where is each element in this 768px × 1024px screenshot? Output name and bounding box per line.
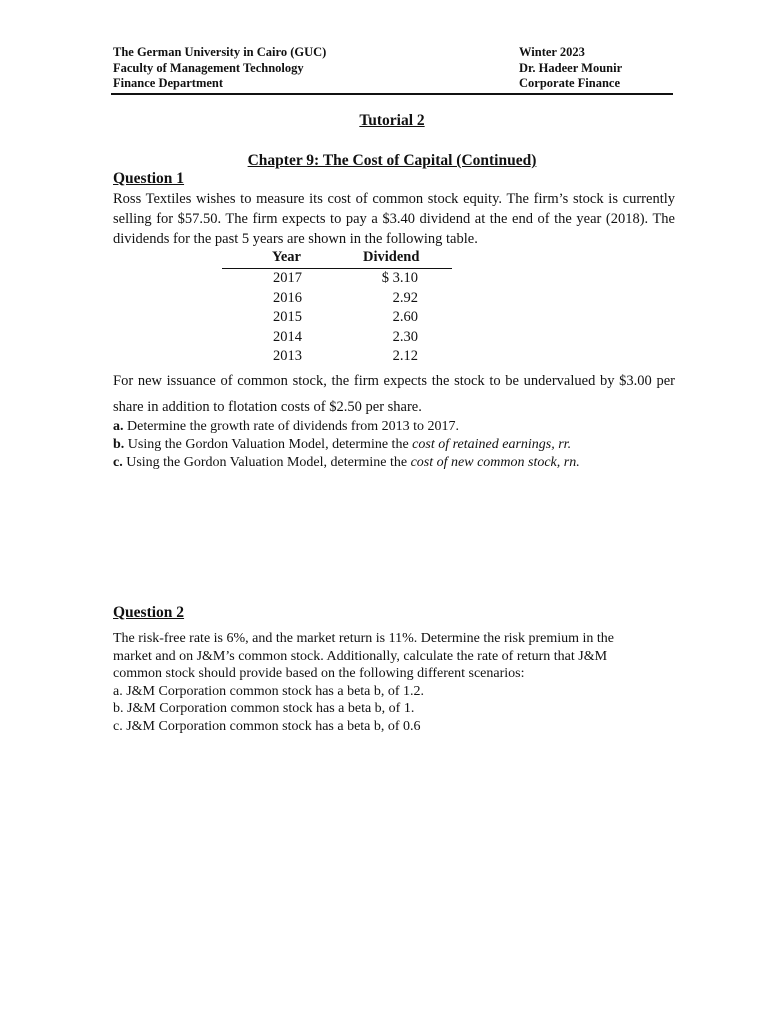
- semester: Winter 2023: [519, 45, 585, 59]
- scenario-c: c. J&M Corporation common stock has a beta b, of 0.6: [113, 718, 421, 734]
- year-cell: 2014: [273, 328, 302, 345]
- university-name: The German University in Cairo (GUC): [113, 45, 327, 59]
- chapter-title: Chapter 9: The Cost of Capital (Continued): [247, 152, 537, 169]
- dividend-column-header: Dividend: [363, 249, 420, 265]
- dividend-cell: $ 3.10: [381, 270, 418, 286]
- part-a: [113, 418, 580, 436]
- part-b: [113, 436, 580, 454]
- header-divider: [111, 93, 673, 95]
- scenario-b: b. J&M Corporation common stock has a beta b, of 1.: [113, 701, 415, 716]
- question-2-line: market and on J&M’s common stock. Additionally, calculate the rate of return that J&M: [113, 648, 608, 664]
- instructor: Dr. Hadeer Mounir: [519, 60, 623, 75]
- question-2-body: [113, 630, 673, 735]
- part-c: [113, 454, 580, 472]
- header-left: [113, 45, 326, 92]
- faculty-name: Faculty of Management Technology: [113, 60, 304, 75]
- part-italic-term: cost of retained earnings, rr.: [412, 437, 572, 452]
- question-2-line: The risk-free rate is 6%, and the market return is 11%. Determine the risk premium in the: [113, 631, 614, 646]
- question-2-heading: Question 2: [113, 604, 185, 621]
- dividend-cell: 2.60: [392, 309, 418, 326]
- table-row: [222, 289, 452, 309]
- tutorial-title: Tutorial 2: [359, 112, 425, 129]
- dividend-cell: 2.12: [392, 348, 418, 365]
- question-2-line: common stock should provide based on the following different scenarios:: [113, 666, 525, 681]
- part-text: Using the Gordon Valuation Model, determine the: [122, 455, 411, 470]
- part-text: Determine the growth rate of dividends from 2013 to 2017.: [123, 419, 460, 434]
- question-1-parts: [113, 418, 580, 472]
- header-right: [519, 45, 622, 92]
- year-cell: 2017: [273, 270, 302, 286]
- course-name: Corporate Finance: [519, 76, 621, 90]
- table-row: [222, 308, 452, 328]
- year-cell: 2013: [273, 348, 302, 365]
- question-1-heading: Question 1: [113, 170, 185, 187]
- department-name: Finance Department: [113, 76, 224, 90]
- table-row: [222, 328, 452, 348]
- question-1-intro: Ross Textiles wishes to measure its cost of common stock equity. The firm’s stock is currently selling for $57.50. The firm expects to pay a $3.40 dividend at the end of the year (2018). The dividends for the past 5 years are shown in the following table.: [113, 191, 675, 247]
- question-1-issuance-text: For new issuance of common stock, the firm expects the stock to be undervalued by $3.00 per share in addition to flotation costs of $2.50 per share.: [113, 373, 675, 415]
- dividend-cell: 2.30: [392, 328, 418, 345]
- part-label: a.: [113, 419, 124, 434]
- part-text: Using the Gordon Valuation Model, determine the: [124, 437, 413, 452]
- table-row: [222, 347, 452, 367]
- part-label: c.: [113, 455, 123, 470]
- year-cell: 2016: [273, 289, 302, 306]
- part-italic-term: cost of new common stock, rn.: [410, 455, 580, 470]
- dividend-cell: 2.92: [392, 289, 418, 306]
- part-label: b.: [113, 437, 125, 452]
- dividend-table: [222, 248, 452, 367]
- table-header: [222, 248, 452, 269]
- table-row: [222, 269, 452, 289]
- scenario-a: a. J&M Corporation common stock has a beta b, of 1.2.: [113, 683, 425, 699]
- year-cell: 2015: [273, 309, 302, 326]
- year-column-header: Year: [272, 249, 301, 265]
